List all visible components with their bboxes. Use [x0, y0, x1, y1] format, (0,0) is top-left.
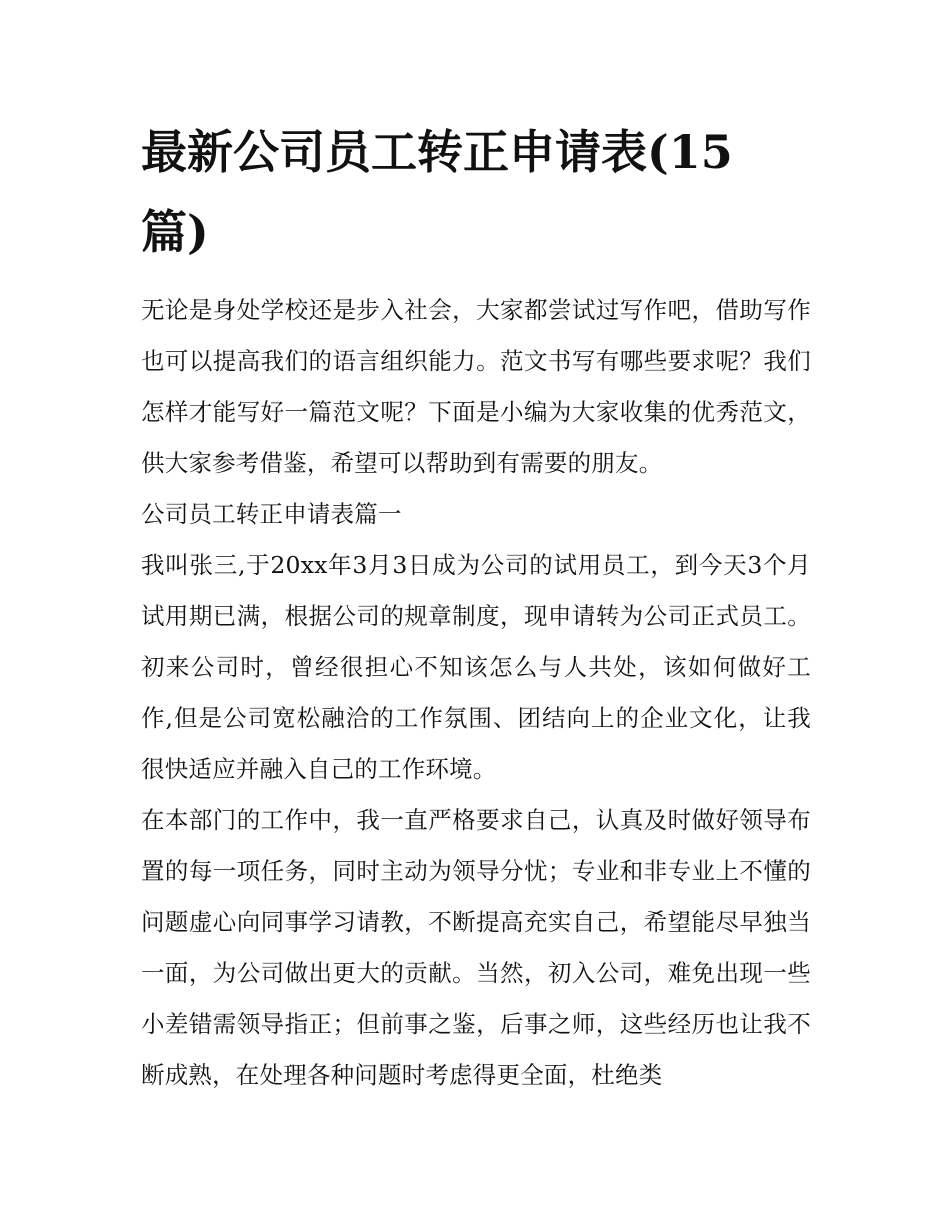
intro-paragraph: 无论是身处学校还是步入社会，大家都尝试过写作吧，借助写作也可以提高我们的语言组织能力。范文书写有哪些要求呢？我们怎样才能写好一篇范文呢？下面是小编为大家收集的优秀范文，供大家参考借鉴，希望可以帮助到有需要的朋友。 — [141, 296, 811, 477]
document-page — [141, 112, 811, 1101]
body-paragraph-2: 在本部门的工作中，我一直严格要求自己，认真及时做好领导布置的每一项任务，同时主动为领导分忧；专业和非专业上不懂的问题虚心向同事学习请教，不断提高充实自己，希望能尽早独当一面，为公司做出更大的贡献。当然，初入公司，难免出现一些小差错需领导指正；但前事之鉴，后事之师，这些经历也让我不断成熟，在处理各种问题时考虑得更全面，杜绝类 — [141, 806, 811, 1089]
body-paragraph-1: 我叫张三,于20xx年3月3日成为公司的试用员工，到今天3个月试用期已满，根据公司的规章制度，现申请转为公司正式员工。初来公司时，曾经很担心不知该怎么与人共处，该如何做好工作,但是公司宽松融洽的工作氛围、团结向上的企业文化，让我很快适应并融入自己的工作环境。 — [141, 551, 811, 783]
section-heading: 公司员工转正申请表篇一 — [141, 500, 402, 528]
document-title: 最新公司员工转正申请表(15篇) — [141, 125, 733, 259]
